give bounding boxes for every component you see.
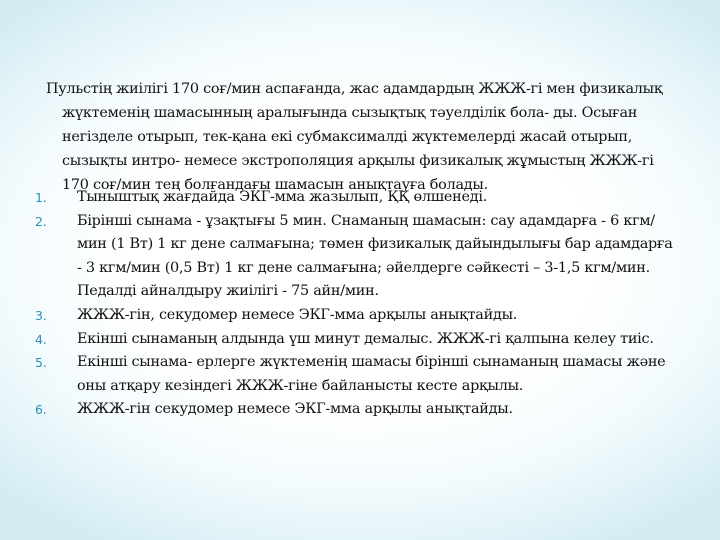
list-item-text: Бірінші сынама - ұзақтығы 5 мин. Снаманың шамасын: сау адамдарға - 6 кгм/мин (1 Вт) 1 кг дене салмағына; төмен физикалық дайындылығы бар адамдарға - 3 кгм/мин (0,5 Вт) 1 кг дене салмағына; әйелдерге сәйкесті – 3-1,5 кгм/мин. Педалді айналдыру жиілігі - 75 айн/мин. bbox=[77, 212, 673, 300]
list-number: 2. bbox=[35, 213, 47, 229]
list-item-text: Тыныштық жағдайда ЭКГ-мма жазылып, ҚҚ өлшенеді. bbox=[77, 189, 488, 205]
intro-paragraph: Пульстің жиілігі 170 соғ/мин аспағанда, жас адамдардың ЖЖЖ-гі мен физикалық жүктеменің шамасынның аралығында сызықтық тәуелділік бола- ды. Осыған негізделе отырып, тек-қана екі субмаксималді жүктемелерді жасай отырып, сызықты интро- немесе экстрополяция арқылы физикалық жұмыстың ЖЖЖ-гі 170 соғ/мин тең болғандағы шамасын анықтауға болады. bbox=[46, 81, 663, 193]
list-number: 1. bbox=[35, 190, 47, 205]
list-item bbox=[35, 186, 675, 210]
list-number: 6. bbox=[35, 402, 47, 418]
list-item-text: ЖЖЖ-гін, секудомер немесе ЭКГ-мма арқылы анықтайды. bbox=[77, 306, 518, 323]
list-item-text: ЖЖЖ-гін секудомер немесе ЭКГ-мма арқылы анықтайды. bbox=[77, 401, 513, 418]
list-item bbox=[35, 210, 675, 304]
steps-list bbox=[35, 186, 675, 422]
list-number: 5. bbox=[35, 355, 47, 371]
list-item bbox=[35, 304, 675, 328]
list-item-text: Екінші сынама- ерлерге жүктеменің шамасы бірінші сынаманың шамасы және оны атқару кезіндегі ЖЖЖ-гіне байланысты кесте арқылы. bbox=[77, 354, 666, 394]
list-item bbox=[35, 328, 675, 352]
list-item-text: Екінші сынаманың алдында үш минут демалыс. ЖЖЖ-гі қалпына келеу тиіс. bbox=[77, 330, 654, 347]
list-item bbox=[35, 351, 675, 398]
list-item bbox=[35, 398, 675, 422]
list-number: 3. bbox=[35, 307, 47, 323]
list-number: 4. bbox=[35, 331, 47, 347]
